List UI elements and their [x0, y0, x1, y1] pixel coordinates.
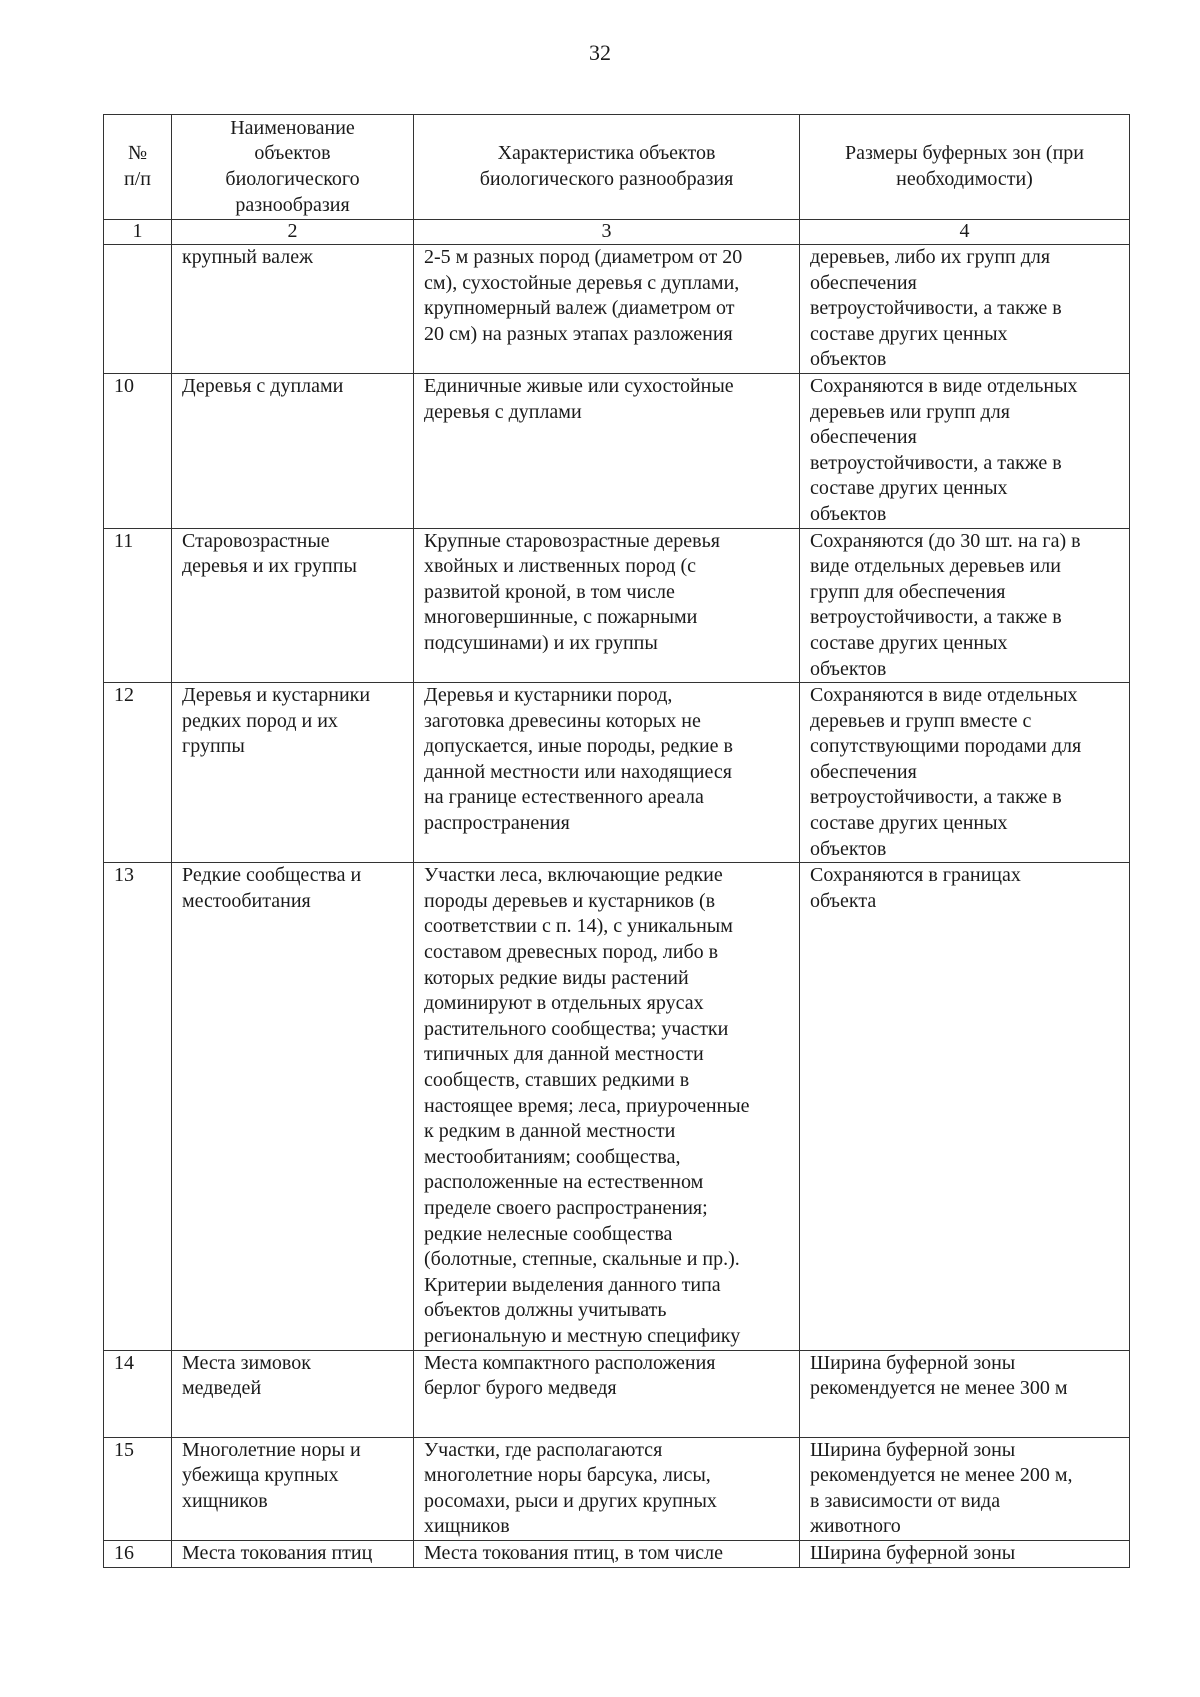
table-row [104, 1350, 1130, 1437]
table-row [104, 528, 1130, 683]
row-buffer-zone: Сохраняются (до 30 шт. на га) в виде отдельных деревьев или групп для обеспечения ветроустойчивости, а также в составе других ценных объектов [800, 528, 1130, 683]
table-row [104, 863, 1130, 1350]
column-number: 2 [172, 220, 414, 245]
column-number: 1 [104, 220, 172, 245]
row-characteristic: 2-5 м разных пород (диаметром от 20 см), сухостойные деревья с дуплами, крупномерный валеж (диаметром от 20 см) на разных этапах разложения [414, 245, 800, 374]
row-object-name: Деревья с дуплами [172, 373, 414, 528]
row-buffer-zone: Сохраняются в виде отдельных деревьев или групп для обеспечения ветроустойчивости, а также в составе других ценных объектов [800, 373, 1130, 528]
row-object-name: Деревья и кустарники редких пород и их группы [172, 683, 414, 863]
row-characteristic: Единичные живые или сухостойные деревья с дуплами [414, 373, 800, 528]
table-row [104, 373, 1130, 528]
table-row [104, 1540, 1130, 1567]
header-buffer-zone: Размеры буферных зон (при необходимости) [800, 115, 1130, 220]
row-buffer-zone: Ширина буферной зоны рекомендуется не менее 200 м, в зависимости от вида животного [800, 1437, 1130, 1540]
row-number: 14 [104, 1350, 172, 1437]
row-characteristic: Крупные старовозрастные деревья хвойных и лиственных пород (с развитой кроной, в том числе многовершинные, с пожарными подсушинами) и их группы [414, 528, 800, 683]
table-row [104, 1437, 1130, 1540]
table-header-row [104, 115, 1130, 220]
row-buffer-zone: Ширина буферной зоны [800, 1540, 1130, 1567]
row-object-name: Места токования птиц [172, 1540, 414, 1567]
row-buffer-zone: Сохраняются в виде отдельных деревьев и групп вместе с сопутствующими породами для обеспечения ветроустойчивости, а также в составе других ценных объектов [800, 683, 1130, 863]
row-object-name: Старовозрастные деревья и их группы [172, 528, 414, 683]
column-number: 4 [800, 220, 1130, 245]
row-characteristic: Участки леса, включающие редкие породы деревьев и кустарников (в соответствии с п. 14), с уникальным составом древесных пород, либо в которых редкие виды растений доминируют в отдельных ярусах растительного сообщества; участки типичных для данной местности сообществ, ставших редкими в настоящее время; леса, приуроченные к редким в данной местности местообитаниям; сообщества, расположенные на естественном пределе своего распространения; редкие нелесные сообщества (болотные, степные, скальные и пр.). Критерии выделения данного типа объектов должны учитывать региональную и местную специфику [414, 863, 800, 1350]
column-numbers-row [104, 220, 1130, 245]
row-characteristic: Участки, где располагаются многолетние норы барсука, лисы, росомахи, рыси и других крупных хищников [414, 1437, 800, 1540]
header-object-name: Наименование объектов биологического разнообразия [172, 115, 414, 220]
column-number: 3 [414, 220, 800, 245]
row-number [104, 245, 172, 374]
row-object-name: Редкие сообщества и местообитания [172, 863, 414, 1350]
header-number: № п/п [104, 115, 172, 220]
row-number: 10 [104, 373, 172, 528]
page-number: 32 [589, 40, 611, 65]
header-characteristic: Характеристика объектов биологического разнообразия [414, 115, 800, 220]
biodiversity-table [103, 114, 1130, 1568]
row-number: 16 [104, 1540, 172, 1567]
row-number: 11 [104, 528, 172, 683]
table-row [104, 245, 1130, 374]
row-characteristic: Места токования птиц, в том числе [414, 1540, 800, 1567]
row-object-name: Места зимовок медведей [172, 1350, 414, 1437]
row-number: 15 [104, 1437, 172, 1540]
row-characteristic: Деревья и кустарники пород, заготовка древесины которых не допускается, иные породы, редкие в данной местности или находящиеся на границе естественного ареала распространения [414, 683, 800, 863]
row-buffer-zone: Сохраняются в границах объекта [800, 863, 1130, 1350]
row-characteristic: Места компактного расположения берлог бурого медведя [414, 1350, 800, 1437]
row-object-name: крупный валеж [172, 245, 414, 374]
row-number: 12 [104, 683, 172, 863]
row-number: 13 [104, 863, 172, 1350]
row-object-name: Многолетние норы и убежища крупных хищников [172, 1437, 414, 1540]
table-row [104, 683, 1130, 863]
row-buffer-zone: деревьев, либо их групп для обеспечения ветроустойчивости, а также в составе других ценных объектов [800, 245, 1130, 374]
row-buffer-zone: Ширина буферной зоны рекомендуется не менее 300 м [800, 1350, 1130, 1437]
